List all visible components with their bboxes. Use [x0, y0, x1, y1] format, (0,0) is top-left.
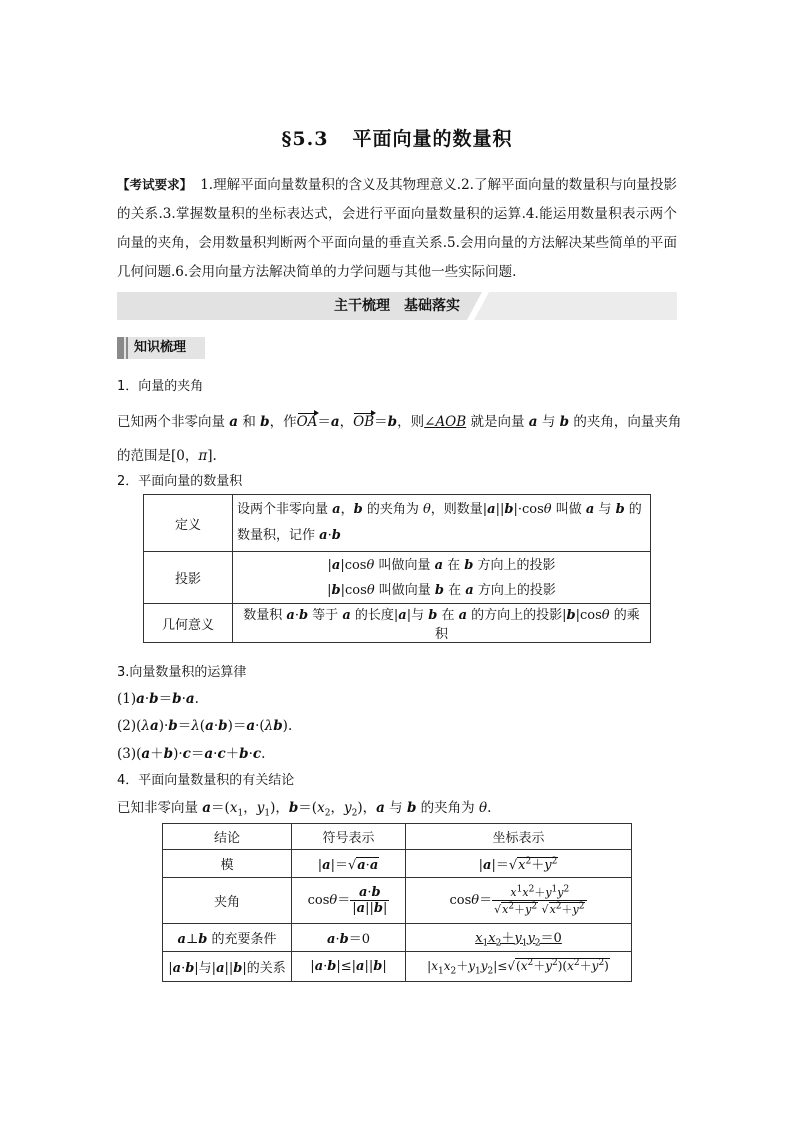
- section1-title: 1．向量的夹角: [117, 379, 204, 394]
- section-title: 平面向量的数量积: [352, 128, 513, 150]
- table-header-row: [163, 824, 632, 850]
- section4-body: 已知非零向量 $a=(x_1$，$y_1$)，$b=(x_2$，$y_2$)，a 与 b 的夹角为 θ.: [117, 800, 492, 819]
- section-number: §5.3: [281, 128, 329, 150]
- row-head: 夹角: [163, 878, 292, 924]
- knowledge-label: 知识梳理: [134, 340, 187, 355]
- row-head: 模: [163, 850, 292, 878]
- definition-cell: 设两个非零向量 a，b 的夹角为 θ，则数量|a||b|·cosθ 叫做 a 与 b 的数量积，记作 a·b: [233, 495, 651, 552]
- header-symbol: 符号表示: [292, 824, 406, 850]
- table-row: [163, 924, 632, 952]
- law-2: (2)(λa)·b＝λ(a·b)＝a·(λb).: [117, 718, 293, 734]
- section1-body-line1: 已知两个非零向量 a 和 b，作OA＝a，OB＝b，则∠AOB 就是向量 a 与 b 的夹角，向量夹角: [117, 414, 682, 430]
- symbol-cell: |a·b|≤|a||b|: [292, 952, 406, 982]
- geometric-meaning-cell: 数量积 a·b 等于 a 的长度|a|与 b 在 a 的方向上的投影|b|cosθ 的乘积: [233, 604, 651, 643]
- row-head: a⊥b 的充要条件: [163, 924, 292, 952]
- section3-title: 3.向量数量积的运算律: [117, 665, 247, 680]
- section1-body-line2: 的范围是[0，π].: [117, 448, 217, 464]
- exam-requirements: [117, 170, 677, 287]
- projection-cell: |a|cosθ 叫做向量 a 在 b 方向上的投影 |b|cosθ 叫做向量 b 在 a 方向上的投影: [233, 552, 651, 604]
- table-row: [163, 878, 632, 924]
- symbol-cell: a·b＝0: [292, 924, 406, 952]
- row-head: |a·b|与|a||b|的关系: [163, 952, 292, 982]
- row-head-text: 的充要条件: [211, 932, 277, 947]
- table-head-cell: 投影: [144, 552, 233, 604]
- label-bar: [117, 337, 124, 359]
- requirements-text: 1.理解平面向量数量积的含义及其物理意义.2.了解平面向量的数量积与向量投影的关系.3.掌握数量积的坐标表达式，会进行平面向量数量积的运算.4.能运用数量积表示两个向量的夹角，会用数量积判断两个平面向量的垂直关系.5.会用向量的方法解决某些简单的平面几何问题.6.会用向量方法解决简单的力学问题与其他一些实际问题.: [117, 177, 677, 280]
- section4-title: 4．平面向量数量积的有关结论: [117, 773, 295, 788]
- dot-product-table: [143, 494, 651, 643]
- law-1: (1)a·b＝b·a.: [117, 691, 199, 707]
- table-row: [144, 604, 651, 643]
- table-row: [144, 552, 651, 604]
- header-conclusion: 结论: [163, 824, 292, 850]
- coordinate-cell: $|a|=√x^2+y^2$: [406, 850, 632, 878]
- row-head-text: 的关系: [246, 961, 286, 976]
- table-head-cell: 定义: [144, 495, 233, 552]
- table-row: [163, 952, 632, 982]
- coordinate-cell: $|x_1x_2+y_1y_2|\le√(x^2+y^2)(x^2+y^2)$: [406, 952, 632, 982]
- page-title: [0, 124, 794, 151]
- conclusions-table: [162, 823, 632, 982]
- coordinate-cell: cosθ＝ $\frac{x^1x^2+y^1y^2}{√x^2+y^2 √x^2+y^2}$: [406, 878, 632, 924]
- label-bar-thin: [126, 337, 128, 359]
- section2-title: 2．平面向量的数量积: [117, 474, 243, 489]
- symbol-cell: cosθ＝ $\frac{a\cdot b}{|a||b|}$: [292, 878, 406, 924]
- requirements-tag: 【考试要求】: [117, 177, 193, 192]
- section-banner: [117, 292, 677, 320]
- table-head-cell: 几何意义: [144, 604, 233, 643]
- header-coordinate: 坐标表示: [406, 824, 632, 850]
- law-3: (3)(a＋b)·c＝a·c＋b·c.: [117, 746, 266, 762]
- symbol-cell: |a|＝√a·a: [292, 850, 406, 878]
- knowledge-label-box: [117, 337, 205, 359]
- table-row: [144, 495, 651, 552]
- banner-text: 主干梳理 基础落实: [334, 298, 460, 314]
- table-row: [163, 850, 632, 878]
- coordinate-cell: $x_1x_2+y_1y_2=0$: [406, 924, 632, 952]
